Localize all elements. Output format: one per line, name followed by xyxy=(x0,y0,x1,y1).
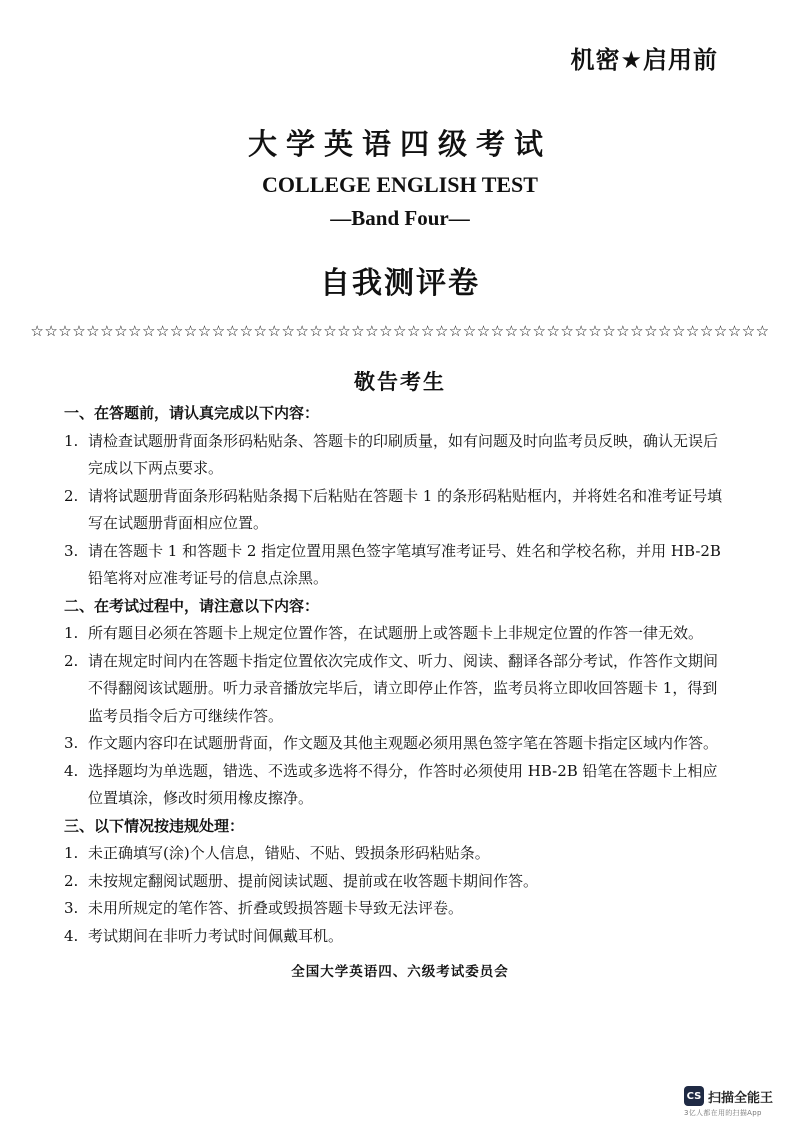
section-heading: 一、在答题前，请认真完成以下内容： xyxy=(64,404,320,422)
list-item xyxy=(64,483,732,538)
item-text: 未用所规定的笔作答、折叠或毁损答题卡导致无法评卷。 xyxy=(88,899,464,917)
exam-title-english: COLLEGE ENGLISH TEST xyxy=(262,172,538,197)
list-item xyxy=(64,428,732,483)
item-text: 所有题目必须在答题卡上规定位置作答，在试题册上或答题卡上非规定位置的作答一律无效。 xyxy=(88,624,704,642)
item-number: 1. xyxy=(64,431,79,450)
list-item xyxy=(64,895,732,923)
list-item xyxy=(64,730,732,758)
item-number: 3. xyxy=(64,541,79,560)
notice-content xyxy=(64,400,732,950)
item-text: 未正确填写(涂)个人信息，错贴、不贴、毁损条形码粘贴条。 xyxy=(88,844,490,862)
exam-band: —Band Four— xyxy=(330,206,470,230)
committee-footer: 全国大学英语四、六级考试委员会 xyxy=(291,964,509,980)
exam-title-chinese: 大学英语四级考试 xyxy=(247,127,552,161)
item-text: 作文题内容印在试题册背面，作文题及其他主观题必须用黑色签字笔在答题卡指定区域内作答。 xyxy=(88,734,719,752)
list-item xyxy=(64,620,732,648)
camscanner-logo-icon: CS xyxy=(684,1086,704,1106)
confidential-label: 机密★启用前 xyxy=(570,46,718,74)
item-number: 4. xyxy=(64,926,79,945)
list-item xyxy=(64,840,732,868)
item-text: 请在规定时间内在答题卡指定位置依次完成作文、听力、阅读、翻译各部分考试，作答作文期间不得翻阅该试题册。听力录音播放完毕后，请立即停止作答，监考员将立即收回答题卡 1，得到监考员指令后方可继续作答。 xyxy=(88,651,719,725)
item-number: 2. xyxy=(64,651,79,670)
list-item xyxy=(64,923,732,951)
list-item xyxy=(64,648,732,731)
section-2 xyxy=(64,593,732,813)
section-heading: 二、在考试过程中，请注意以下内容： xyxy=(64,596,320,615)
section-1 xyxy=(64,400,732,593)
item-text: 考试期间在非听力考试时间佩戴耳机。 xyxy=(88,926,344,945)
item-number: 4. xyxy=(64,761,79,780)
list-item xyxy=(64,758,732,813)
paper-type-title: 自我测评卷 xyxy=(320,266,480,301)
item-number: 2. xyxy=(64,486,79,505)
scanner-watermark xyxy=(684,1086,790,1118)
watermark-brand xyxy=(684,1086,790,1106)
notice-title: 敬告考生 xyxy=(354,369,446,394)
item-number: 3. xyxy=(64,734,79,752)
star-divider: ☆☆☆☆☆☆☆☆☆☆☆☆☆☆☆☆☆☆☆☆☆☆☆☆☆☆☆☆☆☆☆☆☆☆☆☆☆☆☆☆☆☆☆☆☆☆☆☆☆☆☆☆☆ xyxy=(30,322,770,340)
section-3 xyxy=(64,813,732,951)
item-text: 请在答题卡 1 和答题卡 2 指定位置用黑色签字笔填写准考证号、姓名和学校名称，并用 HB-2B 铅笔将对应准考证号的信息点涂黑。 xyxy=(88,541,721,587)
item-number: 2. xyxy=(64,871,79,890)
item-number: 1. xyxy=(64,624,79,642)
watermark-app-name: 扫描全能王 xyxy=(708,1090,774,1106)
item-number: 3. xyxy=(64,899,79,917)
item-text: 请检查试题册背面条形码粘贴条、答题卡的印刷质量，如有问题及时向监考员反映，确认无误后完成以下两点要求。 xyxy=(88,431,719,477)
list-item xyxy=(64,868,732,896)
item-number: 1. xyxy=(64,844,79,862)
item-text: 未按规定翻阅试题册、提前阅读试题、提前或在收答题卡期间作答。 xyxy=(88,871,539,890)
item-text: 请将试题册背面条形码粘贴条揭下后粘贴在答题卡 1 的条形码粘贴框内，并将姓名和准考证号填写在试题册背面相应位置。 xyxy=(88,486,723,532)
item-text: 选择题均为单选题，错选、不选或多选将不得分，作答时必须使用 HB-2B 铅笔在答题卡上相应位置填涂，修改时须用橡皮擦净。 xyxy=(88,761,718,807)
list-item xyxy=(64,538,732,593)
watermark-tagline: 3亿人都在用的扫描App xyxy=(684,1109,762,1117)
section-heading: 三、以下情况按违规处理： xyxy=(64,816,245,835)
